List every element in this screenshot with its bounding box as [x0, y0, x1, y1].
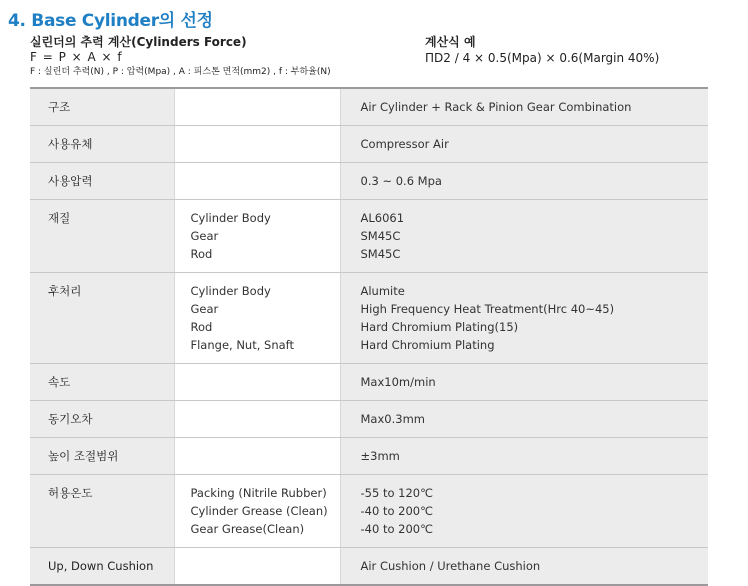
row-label: 후처리 [30, 273, 174, 364]
part-name: Rod [190, 320, 213, 334]
table-row [30, 200, 708, 273]
row-values [340, 126, 708, 163]
spec-value: Hard Chromium Plating(15) [360, 320, 519, 334]
row-label: 구조 [30, 88, 174, 126]
row-values [340, 200, 708, 273]
table-row [30, 548, 708, 586]
formula-legend: F : 실린더 추력(N) , P : 압력(Mpa) , A : 피스톤 면적(mm2) , f : 부하율(N) [30, 67, 331, 77]
row-values [340, 475, 708, 548]
force-formula-block [30, 35, 410, 79]
part-name: Packing (Nitrile Rubber) [190, 486, 327, 500]
spec-table-body [30, 88, 708, 585]
spec-value: -55 to 120℃ [360, 486, 434, 500]
table-row [30, 88, 708, 126]
part-name: Gear Grease(Clean) [190, 522, 305, 536]
table-row [30, 273, 708, 364]
calculation-example-block [425, 35, 725, 67]
row-label: Up, Down Cushion [30, 548, 174, 586]
row-values [340, 401, 708, 438]
spec-value: Hard Chromium Plating [360, 338, 495, 352]
table-row [30, 401, 708, 438]
row-label: 높이 조절범위 [30, 438, 174, 475]
table-row [30, 126, 708, 163]
row-label: 허용온도 [30, 475, 174, 548]
spec-value: SM45C [360, 229, 401, 243]
part-name: Gear [190, 302, 219, 316]
row-values [340, 88, 708, 126]
part-name: Cylinder Grease (Clean) [190, 504, 328, 518]
spec-value: High Frequency Heat Treatment(Hrc 40~45) [360, 302, 615, 316]
spec-value: Alumite [360, 284, 405, 298]
example-heading: 계산식 예 [425, 35, 476, 49]
example-expression: ΠD2 / 4 × 0.5(Mpa) × 0.6(Margin 40%) [425, 51, 660, 65]
row-label: 재질 [30, 200, 174, 273]
spec-value: 0.3 ~ 0.6 Mpa [360, 174, 442, 188]
row-parts [174, 548, 340, 586]
section-title: 4. Base Cylinder의 선정 [8, 11, 213, 31]
row-parts [174, 200, 340, 273]
spec-value: Max10m/min [360, 375, 436, 389]
row-parts [174, 364, 340, 401]
table-row [30, 364, 708, 401]
row-parts [174, 88, 340, 126]
row-parts [174, 126, 340, 163]
spec-value: -40 to 200℃ [360, 504, 434, 518]
spec-value: Max0.3mm [360, 412, 425, 426]
spec-value: Air Cylinder + Rack & Pinion Gear Combination [360, 100, 632, 114]
row-label: 사용유체 [30, 126, 174, 163]
row-label: 동기오차 [30, 401, 174, 438]
formula-expression: F = P × A × f [30, 50, 123, 64]
row-parts [174, 273, 340, 364]
spec-value: SM45C [360, 247, 401, 261]
row-label: 속도 [30, 364, 174, 401]
spec-value: -40 to 200℃ [360, 522, 434, 536]
spec-value: ±3mm [360, 449, 400, 463]
row-values [340, 364, 708, 401]
row-values [340, 438, 708, 475]
row-values [340, 273, 708, 364]
formula-heading: 실린더의 추력 계산(Cylinders Force) [30, 35, 247, 49]
spec-value: Air Cushion / Urethane Cushion [360, 559, 541, 573]
row-parts [174, 401, 340, 438]
spec-table [30, 87, 708, 586]
row-parts [174, 163, 340, 200]
part-name: Cylinder Body [190, 284, 271, 298]
row-values [340, 163, 708, 200]
part-name: Rod [190, 247, 213, 261]
row-parts [174, 475, 340, 548]
row-parts [174, 438, 340, 475]
row-values [340, 548, 708, 586]
table-row [30, 163, 708, 200]
row-label: 사용압력 [30, 163, 174, 200]
part-name: Cylinder Body [190, 211, 271, 225]
part-name: Gear [190, 229, 219, 243]
spec-value: AL6061 [360, 211, 405, 225]
table-row [30, 438, 708, 475]
table-row [30, 475, 708, 548]
spec-value: Compressor Air [360, 137, 449, 151]
part-name: Flange, Nut, Snaft [190, 338, 295, 352]
